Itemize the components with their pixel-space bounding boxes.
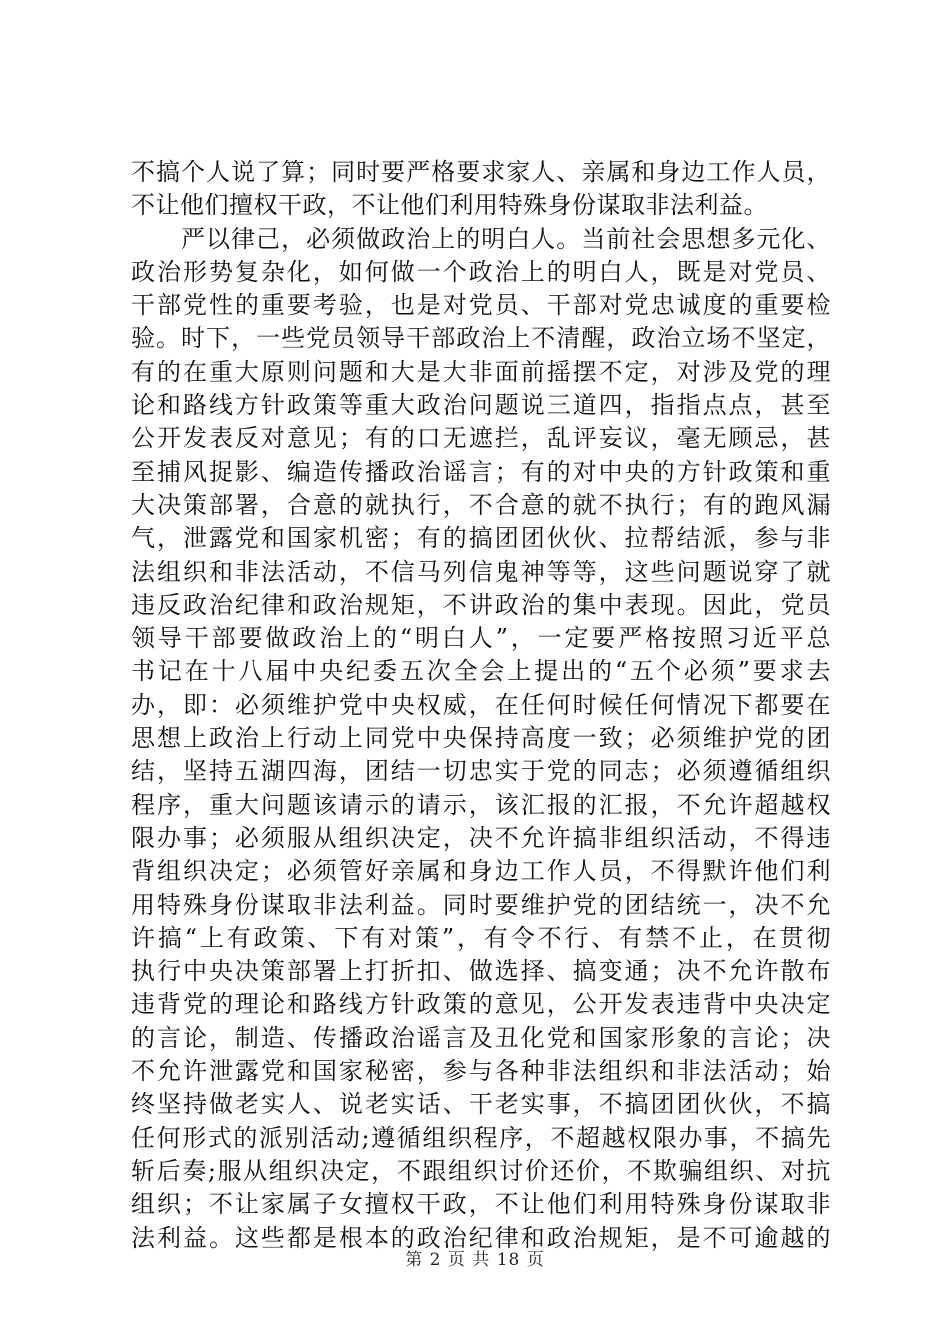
text-line: 领导干部要做政治上的“明白人”，一定要严格按照习近平总 <box>131 624 831 653</box>
text-line: 严以律己，必须做政治上的明白人。当前社会思想多元化、 <box>181 224 831 253</box>
text-line: 思想上政治上行动上同党中央保持高度一致；必须维护党的团 <box>131 724 831 753</box>
text-line: 法组织和非法活动，不信马列信鬼神等等，这些问题说穿了就 <box>131 557 831 586</box>
text-line: 执行中央决策部署上打折扣、做选择、搞变通；决不允许散布 <box>131 957 831 986</box>
text-line: 法利益。这些都是根本的政治纪律和政治规矩，是不可逾越的 <box>131 1223 831 1252</box>
text-line: 论和路线方针政策等重大政治问题说三道四，指指点点，甚至 <box>131 391 831 420</box>
text-line: 许搞“上有政策、下有对策”，有令不行、有禁不止，在贯彻 <box>131 923 831 952</box>
text-line: 不让他们擅权干政，不让他们利用特殊身份谋取非法利益。 <box>131 191 768 220</box>
text-line: 大决策部署，合意的就执行，不合意的就不执行；有的跑风漏 <box>131 490 831 519</box>
text-line: 任何形式的派别活动;遵循组织程序，不超越权限办事，不搞先 <box>131 1123 831 1152</box>
text-line: 干部党性的重要考验，也是对党员、干部对党忠诚度的重要检 <box>131 291 831 320</box>
text-line: 背组织决定；必须管好亲属和身边工作人员，不得默许他们利 <box>131 857 831 886</box>
text-line: 限办事；必须服从组织决定，决不允许搞非组织活动，不得违 <box>131 823 831 852</box>
text-line: 验。时下，一些党员领导干部政治上不清醒，政治立场不坚定， <box>131 324 831 353</box>
text-line: 程序，重大问题该请示的请示，该汇报的汇报，不允许超越权 <box>131 790 831 819</box>
text-line: 书记在十八届中央纪委五次全会上提出的“五个必须”要求去 <box>131 657 831 686</box>
text-line: 结，坚持五湖四海，团结一切忠实于党的同志；必须遵循组织 <box>131 757 831 786</box>
text-line: 用特殊身份谋取非法利益。同时要维护党的团结统一，决不允 <box>131 890 831 919</box>
text-line: 终坚持做老实人、说老实话、干老实事，不搞团团伙伙，不搞 <box>131 1090 831 1119</box>
text-line: 办，即：必须维护党中央权威，在任何时候任何情况下都要在 <box>131 690 831 719</box>
text-line: 违背党的理论和路线方针政策的意见，公开发表违背中央决定 <box>131 990 831 1019</box>
text-line: 公开发表反对意见；有的口无遮拦，乱评妄议，毫无顾忌，甚 <box>131 424 831 453</box>
text-line: 气，泄露党和国家机密；有的搞团团伙伙、拉帮结派，参与非 <box>131 524 831 553</box>
text-line: 至捕风捉影、编造传播政治谣言；有的对中央的方针政策和重 <box>131 457 831 486</box>
text-line: 不允许泄露党和国家秘密，参与各种非法组织和非法活动；始 <box>131 1057 831 1086</box>
text-line: 违反政治纪律和政治规矩，不讲政治的集中表现。因此，党员 <box>131 590 831 619</box>
text-line: 的言论，制造、传播政治谣言及丑化党和国家形象的言论；决 <box>131 1023 831 1052</box>
page-footer: 第 2 页 共 18 页 <box>405 1250 545 1270</box>
body-text <box>131 156 831 1255</box>
text-line: 斩后奏;服从组织决定，不跟组织讨价还价，不欺骗组织、对抗 <box>131 1156 831 1185</box>
text-line: 组织；不让家属子女擅权干政，不让他们利用特殊身份谋取非 <box>131 1190 831 1219</box>
text-line: 有的在重大原则问题和大是大非面前摇摆不定，对涉及党的理 <box>131 357 831 386</box>
text-line: 不搞个人说了算；同时要严格要求家人、亲属和身边工作人员， <box>131 158 831 186</box>
text-line: 政治形势复杂化，如何做一个政治上的明白人，既是对党员、 <box>131 257 831 286</box>
